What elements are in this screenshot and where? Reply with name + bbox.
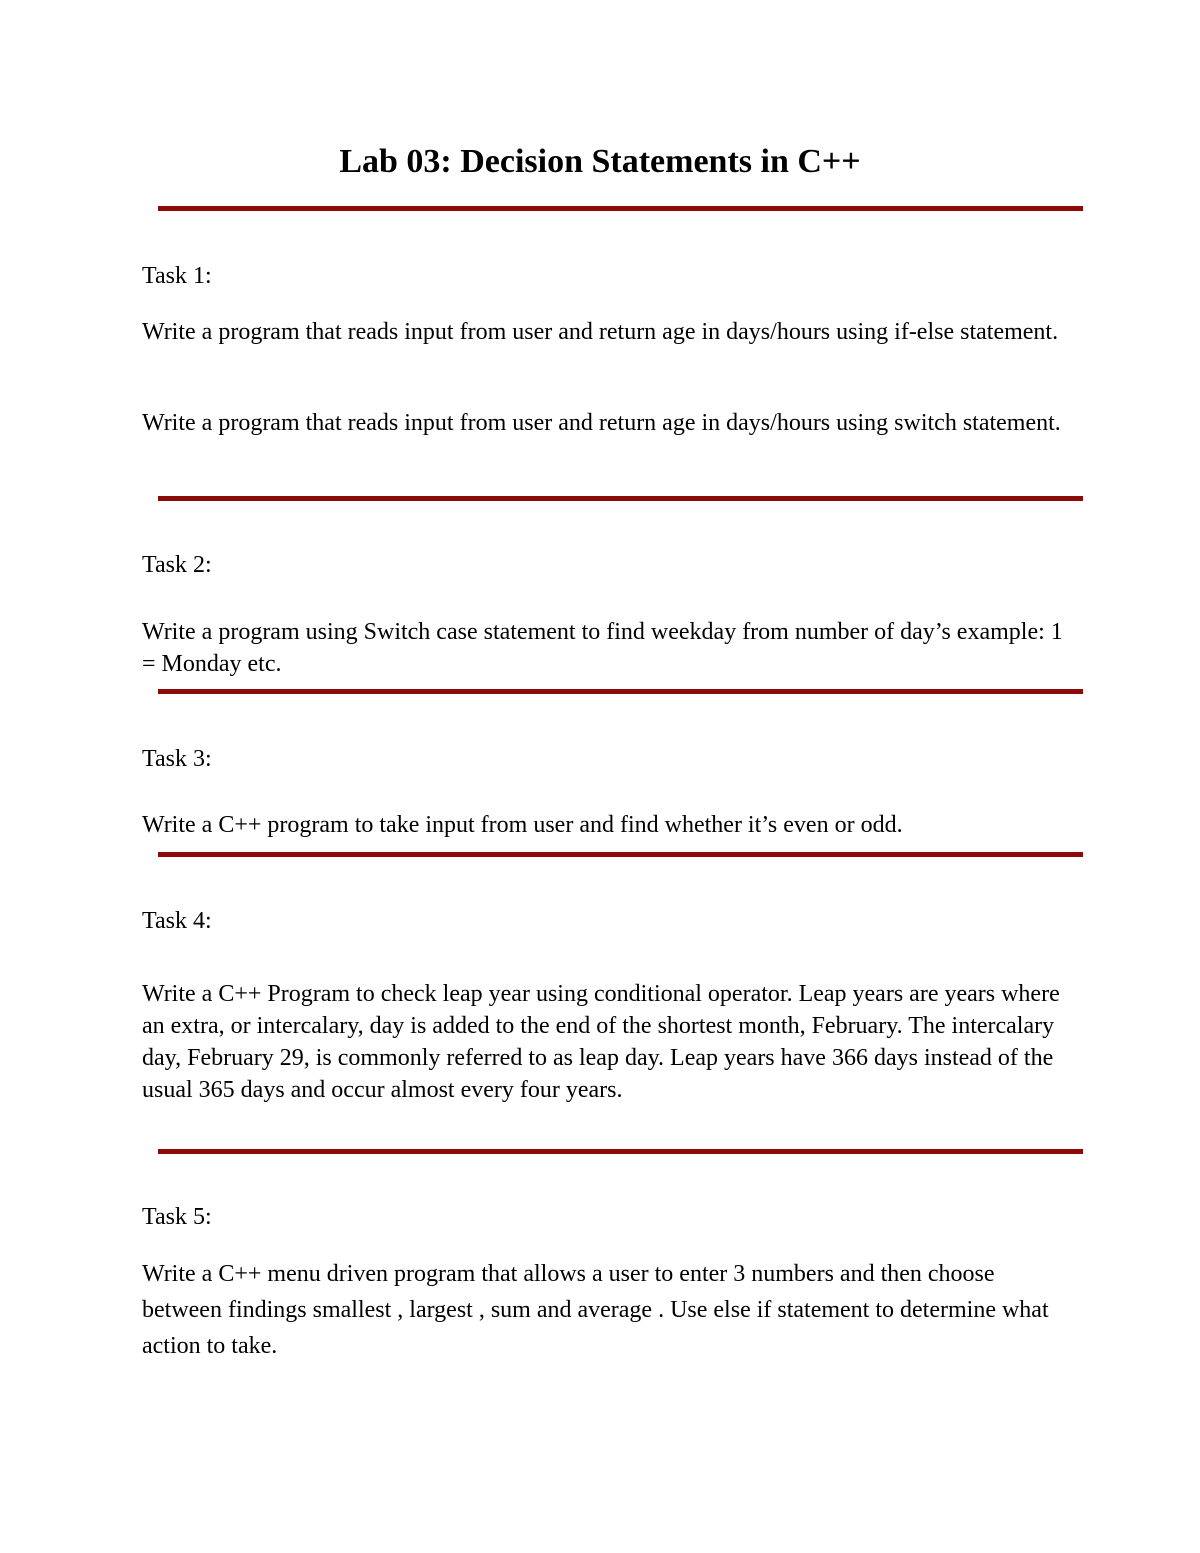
task-1-paragraph-1: Write a program that reads input from user and return age in days/hours using if-else statement. — [142, 319, 1059, 345]
task-2-paragraph-1: Write a program using Switch case statement to find weekday from number of day’s example: 1 = Monday etc. — [142, 619, 1063, 677]
task-4-divider — [158, 1149, 1083, 1154]
task-2-divider — [158, 689, 1083, 694]
task-4-paragraph-1: Write a C++ Program to check leap year using conditional operator. Leap years are years where an extra, or intercalary, day is added to the end of the shortest month, February. The intercalary day, February 29, is commonly referred to as leap day. Leap years have 366 days instead of the usual 365 days and occur almost every four years. — [142, 981, 1060, 1103]
task-3-paragraph-1: Write a C++ program to take input from user and find whether it’s even or odd. — [142, 812, 903, 838]
task-4-label: Task 4: — [142, 908, 212, 934]
page-title: Lab 03: Decision Statements in C++ — [339, 143, 861, 180]
task-1-label: Task 1: — [142, 263, 212, 289]
task-1-paragraph-2: Write a program that reads input from user and return age in days/hours using switch statement. — [142, 410, 1061, 436]
task-1-divider — [158, 496, 1083, 501]
task-2-label: Task 2: — [142, 552, 212, 578]
title-divider — [158, 206, 1083, 211]
task-3-label: Task 3: — [142, 746, 212, 772]
task-3-divider — [158, 852, 1083, 857]
task-5-paragraph-1: Write a C++ menu driven program that allows a user to enter 3 numbers and then choose between findings smallest , largest , sum and average . Use else if statement to determine what action to take. — [142, 1261, 1049, 1359]
task-5-label: Task 5: — [142, 1204, 212, 1230]
